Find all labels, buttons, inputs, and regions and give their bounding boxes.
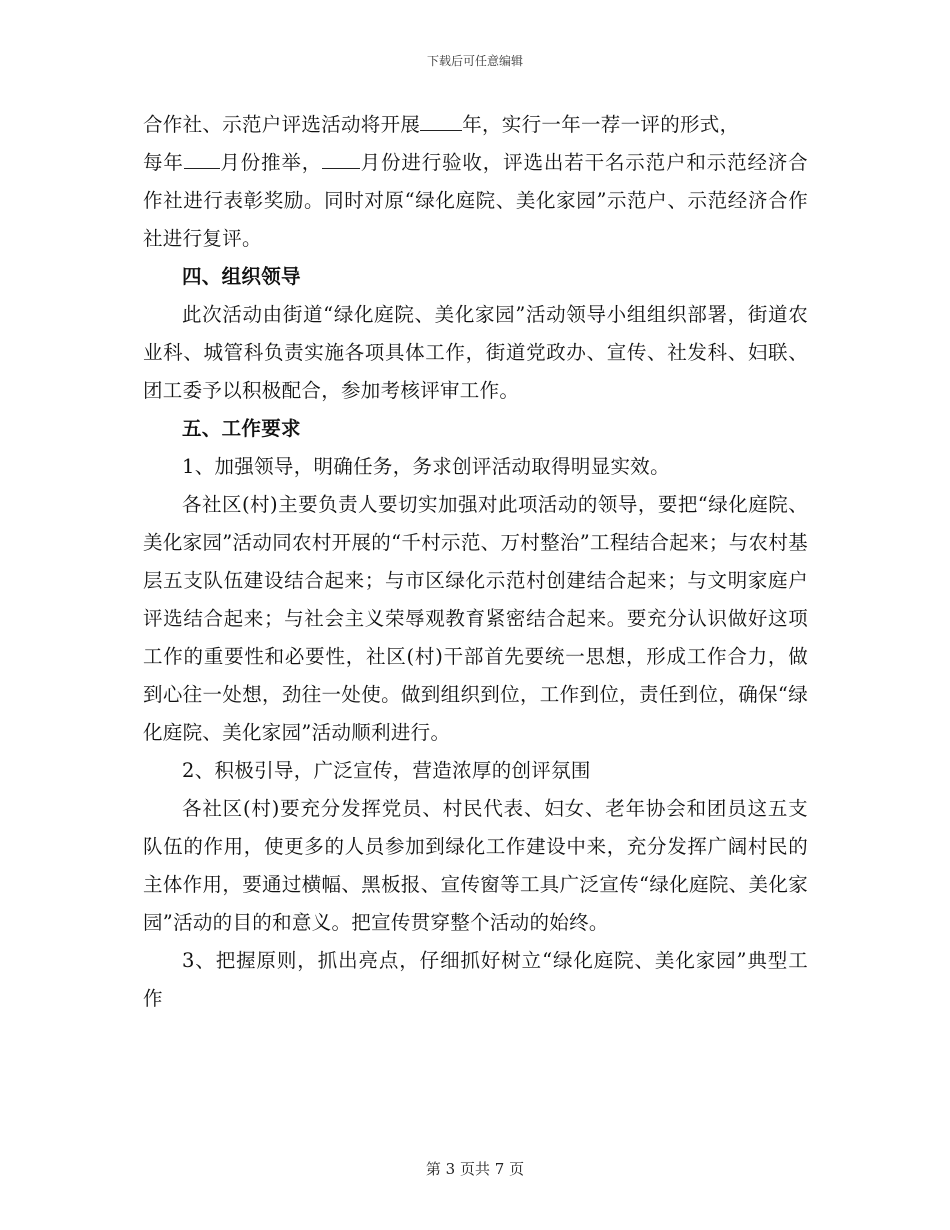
paragraph-organization: 此次活动由街道“绿化庭院、美化家园”活动领导小组组织部署，街道农业科、城管科负责实施各项具体工作，街道党政办、宣传、社发科、妇联、团工委予以积极配合，参加考核评审工作。 [143, 303, 808, 402]
subsection-title-1: 1、加强领导，明确任务，务求创评活动取得明显实效。 [182, 455, 670, 478]
subsection-title-3: 3、把握原则，抓出亮点，仔细抓好树立“绿化庭院、美化家园”典型工作 [143, 949, 808, 1010]
document-body [143, 106, 808, 1018]
paragraph-publicity: 各社区(村)要充分发挥党员、村民代表、妇女、老年协会和团员这五支队伍的作用，使更多的人员参加到绿化工作建设中来，充分发挥广阔村民的主体作用，要通过横幅、黑板报、宣传窗等工具广泛宣传“绿化庭院、美化家园”活动的目的和意义。把宣传贯穿整个活动的始终。 [143, 797, 808, 934]
section-heading-5: 五、工作要求 [182, 417, 301, 440]
paragraph-leadership: 各社区(村)主要负责人要切实加强对此项活动的领导，要把“绿化庭院、美化家园”活动同农村开展的“千村示范、万村整治”工程结合起来；与农村基层五支队伍建设结合起来；与市区绿化示范村创建结合起来；与文明家庭户评选结合起来；与社会主义荣辱观教育紧密结合起来。要充分认识做好这项工作的重要性和必要性，社区(村)干部首先要统一思想，形成工作合力，做到心往一处想，劲往一处使。做到组织到位，工作到位，责任到位，确保“绿化庭院、美化家园”活动顺利进行。 [143, 493, 808, 744]
text-segment: 月份推举， [219, 151, 323, 174]
text-segment: 每年 [143, 151, 184, 174]
blank-line [420, 112, 462, 131]
text-segment: 月份进行验收，评选出若干名示范户和示范经济合作社进行表彰奖励。同时对原“绿化庭院、美化家园”示范户、示范经济合作社进行复评。 [143, 151, 808, 250]
blank-line [184, 150, 220, 169]
subsection-title-2: 2、积极引导，广泛宣传，营造浓厚的创评氛围 [182, 759, 591, 782]
blank-line [322, 150, 360, 169]
page-header-note: 下载后可任意编辑 [426, 54, 523, 68]
text-segment: 合作社、示范户评选活动将开展 [143, 113, 421, 136]
paragraph-evaluation [143, 106, 808, 258]
section-heading-4: 四、组织领导 [182, 265, 301, 288]
text-segment: 年，实行一年一荐一评的形式， [462, 113, 740, 136]
page-number: 第 3 页共 7 页 [425, 1160, 525, 1178]
